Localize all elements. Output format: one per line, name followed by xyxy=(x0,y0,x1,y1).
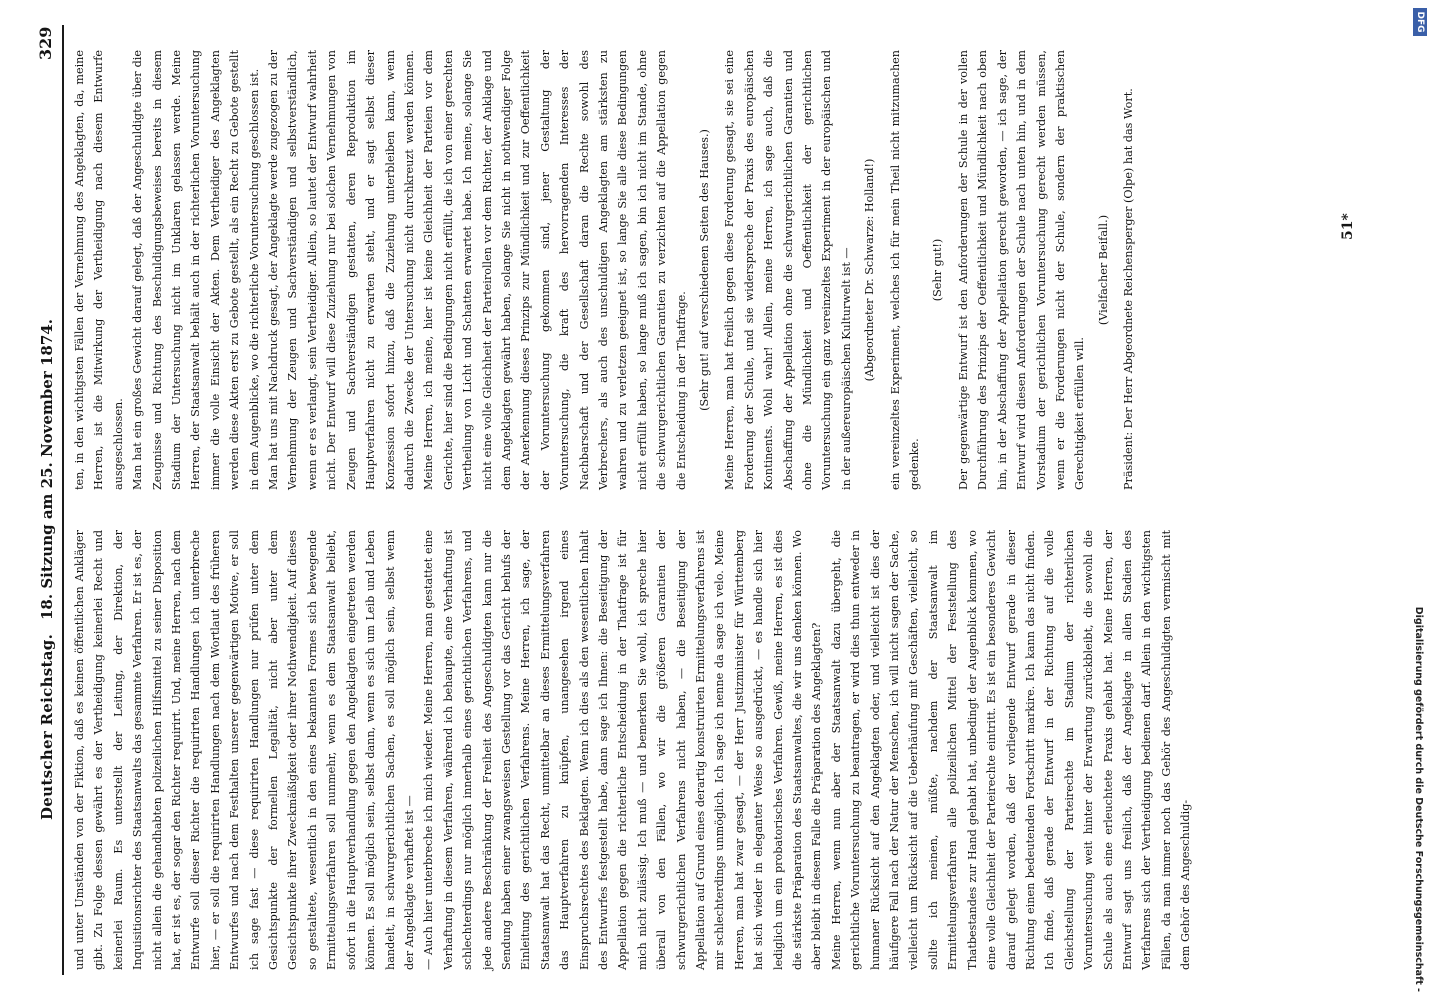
header-publication: Deutscher Reichstag. xyxy=(38,633,56,820)
paragraph: Man hat uns mit Nachdruck gesagt, der Angeklagte werde zugezogen zu der Vernehmung der Zeugen und Sachverständigen und selbstverständlich, wenn er es verlangt, sein Vertheidiger. Allein, so lautet der Entwurf wahrheit nicht. Der Entwurf will diese Zuziehung nur bei solchen Vernehmungen von Zeugen und Sachverständigen gestatten, deren Reproduktion im Hauptverfahren nicht zu erwarten steht, und er sagt selbst dieser Konzession sofort hinzu, daß die Zuziehung unterbleiben kann, wenn dadurch die Zwecke der Untersuchung nicht durchkreuzt werden können. Meine Herren, ich meine, hier ist keine Gleichheit der Parteien vor dem Gerichte, hier sind die Bedingungen nicht erfüllt, die ich von einer gerechten Vertheilung von Licht und Schatten erwartet habe. Ich meine, solange Sie nicht eine volle Gleichheit der Parteirollen vor dem Richter, der Anklage und dem Angeklagten gewährt haben, solange Sie nicht in nothwendiger Folge der Anerkennung dieses Prinzips zur Mündlichkeit und zur Oeffentlichkeit der Voruntersuchung gekommen sind, jener Gestaltung der Voruntersuchung, die kraft des hervorragenden Interesses der Nachbarschaft und der Gesellschaft daran die Rechte sowohl des Verbrechers, als auch des unschuldigen Angeklagten am stärksten zu wahren und zu verletzen geeignet ist, so lange Sie alle diese Bedingungen nicht erfüllt haben, so lange muß ich sagen, bin ich nicht im Stande, ohne die schwurgerichtlichen Garantien zu verzichten auf die Appellation gegen die Entscheidung in der Thatfrage. xyxy=(267,50,688,490)
paragraph: Man hat ein großes Gewicht darauf gelegt, daß der Angeschuldigte über die Zeugnisse und Richtung des Beschuldigungsbeweises bereits in diesem Stadium der Untersuchung nicht im Unklaren gelassen werde. Meine Herren, der Staatsanwalt behält auch in der richterlichen Voruntersuchung immer die volle Einsicht der Akten. Dem Vertheidiger des Angeklagten werden diese Akten erst zu Gebote gestellt, als ein Recht zu Gebote gestellt in dem Augenblicke, wo die richterliche Voruntersuchung geschlossen ist. xyxy=(131,50,261,490)
paragraph: und unter Umständen von der Fiktion, daß es keinen öffentlichen Ankläger gibt. Zu Folge dessen gewährt es der Vertheidigung keinerlei Recht und keinerlei Raum. Es unterstellt der Leitung, der Direktion, der Inquisitionsrichter des Staatsanwalts das gesammte Verfahren. Er ist es, der nicht allein die gehandhabten polizeilichen Hilfsmittel zu seiner Disposition hat, er ist es, der sogar den Richter requirirt. Und, meine Herren, nach dem Entwurfe soll dieser Richter die requirirten Handlungen ich unterbreche hier, — er soll die requirirten Handlungen nach dem Wortlaut des früheren Entwurfes und nach dem Festhalten unserer gegenwärtigen Motive, er soll ich sage fast — diese requirirten Handlungen nur prüfen unter dem Gesichtspunkte der formellen Legalität, nicht aber unter dem Gesichtspunkte ihrer Zweckmäßigkeit oder ihrer Nothwendigkeit. Auf dieses so gestaltete, wesentlich in den eines bekannten Formes sich bewegende Ermittelungsverfahren soll nunmehr, wenn es dem Staatsanwalt beliebt, sofort in die Hauptverhandlung gegen den Angeklagten eingetreten werden können. Es soll möglich sein, selbst dann, wenn es sich um Leib und Leben handelt, in schwurgerichtlichen Sachen, es soll möglich sein, selbst wenn der Angeklagte verhaftet ist — xyxy=(73,530,416,970)
interjection: (Sehr gut!) xyxy=(931,238,945,302)
interjection: (Vielfacher Beifall.) xyxy=(1096,214,1110,326)
attribution-text: Digitalisierung gefördert durch die Deutsche Forschungsgemeinschaft - xyxy=(1413,606,1424,992)
header-session: 18. Sitzung am 25. November 1874. xyxy=(38,319,56,620)
paragraph: Meine Herren, man hat freilich gegen diese Forderung gesagt, sie sei eine Forderung der Schule, und sie widerspreche der Praxis des europäischen Kontinents. Wohl wahr! Allein, meine Herren, ich sage auch, daß die Abschaffung der Appellation ohne die schwurgerichtlichen Garantien und ohne die Mündlichkeit und Oeffentlichkeit der gerichtlichen Voruntersuchung ein ganz vereinzeltes Experiment in der europäischen und in der außereuropäischen Kulturwelt ist — xyxy=(723,50,853,490)
paragraph: Meine Herren, wenn nun aber der Staatsanwalt dazu übergeht, die gerichtliche Voruntersuchung zu beantragen, er wird dies thun entweder in humaner Rücksicht auf den Angeklagten oder, und vielleicht ist dies der häufigere Fall nach der Natur der Menschen, ich will nicht sagen der Sache, vielleicht um Rücksicht auf die Ueberhäufung mit Geschäften, vielleicht, so sollte ich meinen, müßte, nachdem der Staatsanwalt im Ermittelungsverfahren alle polizeilichen Mittel der Feststellung des Thatbestandes zur Hand gehabt hat, unbedingt der Augenblick kommen, wo eine volle Gleichheit der Parteirechte eintritt. Es ist ein besonderes Gewicht darauf gelegt worden, daß der vorliegende Entwurf gerade in dieser Richtung einen bedeutenden Fortschritt markire. Ich kann das nicht finden. Ich finde, daß gerade der Entwurf in der Richtung auf die volle Gleichstellung der Parteirechte im Stadium der richterlichen Voruntersuchung weit hinter der Erwartung zurückbleibt, die sowohl die Schule als auch eine erleuchtete Praxis gehabt hat. Meine Herren, der Entwurf sagt uns freilich, daß der Angeklagte in allen Stadien des Verfahrens sich der Vertheidigung bedienen darf. Allein in den wichtigsten Fällen, da man immer noch das Gehör des Angeschuldigten vermischt mit dem Gehör des Angeschuldig- xyxy=(829,530,1193,970)
dfg-logo xyxy=(1413,8,1427,36)
paragraph: ten, in den wichtigsten Fällen der Vernehmung des Angeklagten, da, meine Herren, ist die Mitwirkung der Vertheidigung nach diesem Entwurfe ausgeschlossen. xyxy=(73,50,125,490)
attribution-strip xyxy=(1408,0,1432,1000)
header-rule xyxy=(62,25,64,975)
paragraph: Präsident: Der Herr Abgeordnete Reichensperger (Olpe) hat das Wort. xyxy=(1122,88,1136,490)
signature-mark: 51* xyxy=(1340,213,1356,240)
left-column xyxy=(70,530,1196,970)
paragraph: — Auch hier unterbreche ich mich wieder. Meine Herren, man gestattet eine Verhaftung in diesem Verfahren, während ich behaupte, eine Verhaftung ist schlechterdings nur möglich innerhalb eines gerichtlichen Verfahrens, und jede andere Beschränkung der Freiheit des Angeschuldigten kann nur die Sendung haben einer zwangsweisen Gestellung vor das Gericht behufs der Einleitung des gerichtlichen Verfahrens. Meine Herren, ich sage, der Staatsanwalt hat das Recht, unmittelbar an dieses Ermittelungsverfahren das Hauptverfahren zu knüpfen, unangesehen irgend eines Einspruchsrechtes des Beklagten. Wenn ich dies als den wesentlichen Inhalt des Entwurfes festgestellt habe, dann sage ich Ihnen: die Beseitigung der Appellation gegen die richterliche Entscheidung in der Thatfrage ist für mich nicht zulässig. Ich muß — und bemerken Sie wohl, ich spreche hier überall von den Fällen, wo wir die größeren Garantien der schwurgerichtlichen Verfahrens nicht haben, — die Beseitigung der Appellation auf Grund eines derartig konstruirten Ermittelungsverfahrens ist mir schlechterdings unmöglich. Ich sage ich nenne da sage ich velo. Meine Herren, man hat zwar gesagt, — der Herr Justizminister für Württemberg hat sich wieder in eleganter Weise so ausgedrückt, — es handle sich hier lediglich um ein probatorisches Verfahren. Gewiß, meine Herren, es ist dies die stärkste Präparation des Staatsanwaltes, die wir uns denken können. Wo aber bleibt in diesem Falle die Präparation des Angeklagten? xyxy=(422,530,824,970)
interjection: (Sehr gut! auf verschiedenen Seiten des Hauses.) xyxy=(698,129,711,411)
paragraph: ein vereinzeltes Experiment, welches ich für mein Theil nicht mitzumachen gedenke. xyxy=(888,50,922,490)
interjection: (Abgeordneter Dr. Schwarze: Holland!) xyxy=(863,158,877,382)
dfg-logo-text: DFG xyxy=(1415,11,1425,33)
page-header xyxy=(0,0,70,1000)
header-page-number: 329 xyxy=(36,26,55,60)
paragraph: Der gegenwärtige Entwurf ist den Anforderungen der Schule in der vollen Durchführung des Prinzips der Oeffentlichkeit und Mündlichkeit nach oben hin, in der Abschaffung der Appellation gerecht geworden, — ich sage, der Entwurf wird diesen Anforderungen der Schule nach unten hin, und in dem Vorstadium der gerichtlichen Voruntersuchung gerecht werden müssen, wenn er die Forderungen nicht der Schule, sondern der praktischen Gerechtigkeit erfüllen will. xyxy=(956,50,1087,490)
right-column xyxy=(70,50,1139,490)
